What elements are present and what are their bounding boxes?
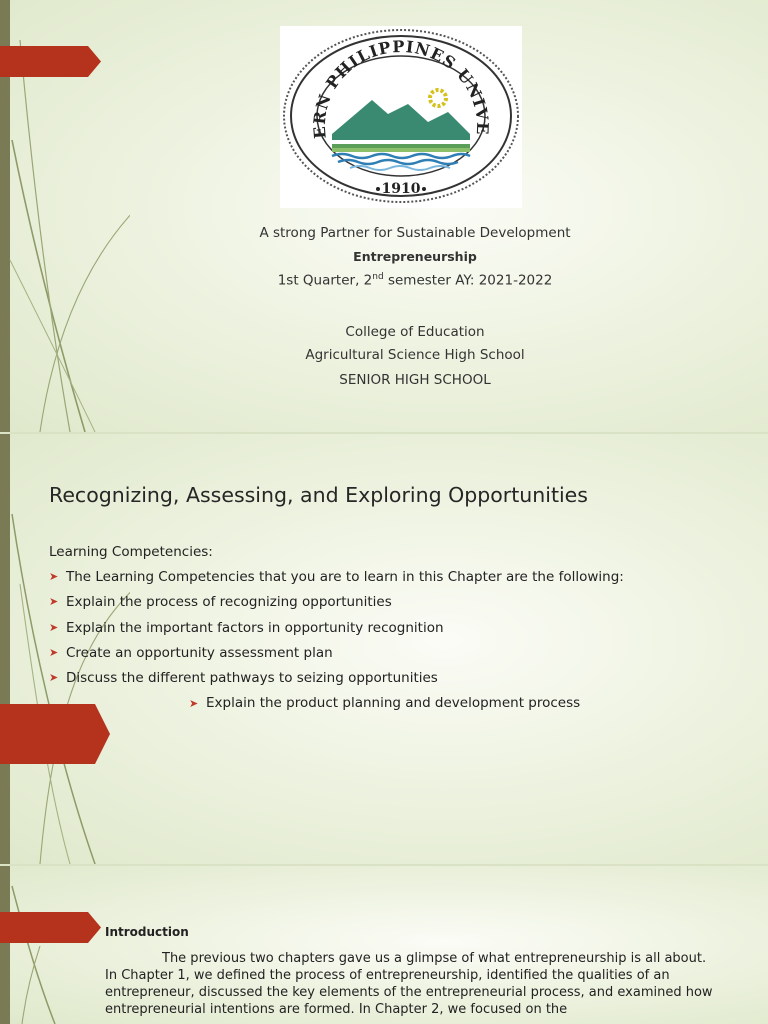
arrow-bullet-icon: ➤ [49, 645, 59, 659]
logo-ring-text: ERN PHILIPPINES UNIVE [309, 36, 493, 140]
list-item [49, 593, 624, 618]
term-sup: nd [372, 272, 384, 282]
competencies-label: Learning Competencies: [49, 544, 213, 560]
accent-tab [0, 704, 110, 764]
slide-introduction [0, 866, 768, 1024]
level-name: SENIOR HIGH SCHOOL [339, 372, 491, 388]
university-logo [280, 26, 522, 208]
arrow-bullet-icon: ➤ [189, 697, 199, 710]
sub-list-item [189, 695, 580, 713]
list-item-text: Discuss the different pathways to seizing opportunities [66, 670, 438, 687]
slide-title [0, 0, 768, 432]
college-name: College of Education [345, 324, 485, 340]
list-item-text: Explain the process of recognizing opportunities [66, 594, 392, 611]
school-name: Agricultural Science High School [305, 347, 525, 363]
slide-heading: Recognizing, Assessing, and Exploring Opportunities [49, 483, 588, 507]
arrow-bullet-icon: ➤ [49, 620, 59, 634]
logo-year: 1910 [381, 181, 421, 197]
term-line [60, 272, 768, 289]
accent-tab [0, 46, 101, 77]
list-item [49, 568, 624, 593]
term-suffix: semester AY: 2021-2022 [383, 272, 553, 289]
arrow-bullet-icon: ➤ [49, 570, 59, 583]
section-heading: Introduction [105, 925, 189, 939]
body-paragraph: The previous two chapters gave us a glimpse of what entrepreneurship is all about. In Chapter 1, we defined the process of entrepreneurship, identified the qualities of an entrepreneur, discussed the key elements of the entrepreneurial process, and examined how entrepreneurial intentions are formed. In Chapter 2, we focused on the [105, 951, 713, 1017]
arrow-bullet-icon: ➤ [49, 671, 59, 685]
arrow-bullet-icon: ➤ [49, 595, 59, 609]
list-item-text: Explain the important factors in opportunity recognition [66, 619, 444, 636]
sub-list-item-text: Explain the product planning and development process [206, 695, 581, 711]
competency-list [49, 568, 624, 694]
logo-emblem [332, 90, 470, 170]
tagline: A strong Partner for Sustainable Development [259, 225, 571, 241]
slide-competencies [0, 434, 768, 864]
term-prefix: 1st Quarter, 2 [277, 272, 373, 289]
list-item-text: The Learning Competencies that you are to learn in this Chapter are the following: [66, 569, 624, 585]
subject-title: Entrepreneurship [353, 249, 477, 264]
accent-tab [0, 912, 101, 943]
list-item [49, 669, 624, 694]
list-item [49, 644, 624, 669]
list-item [49, 619, 624, 644]
list-item-text: Create an opportunity assessment plan [66, 644, 333, 661]
